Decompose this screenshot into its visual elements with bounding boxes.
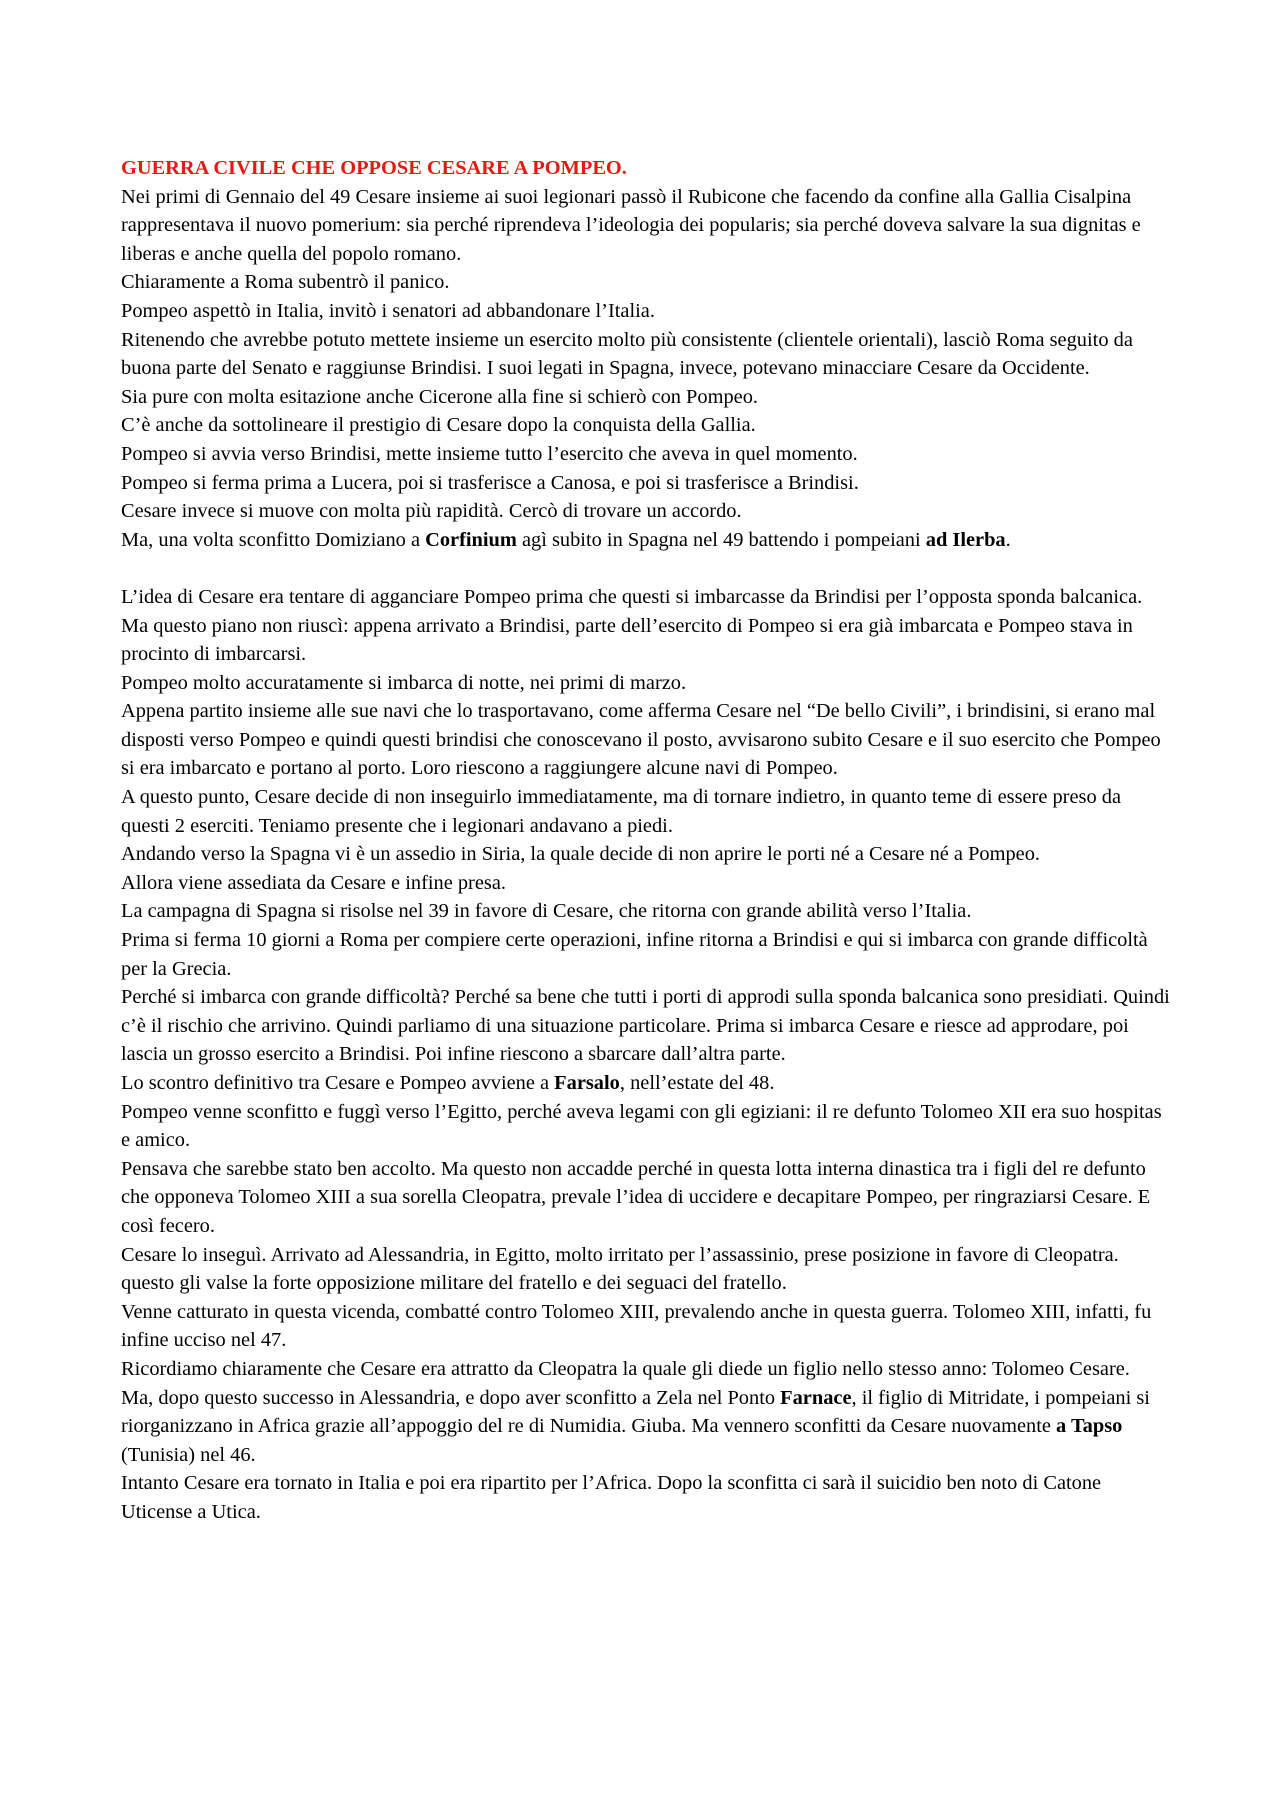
text-run: C’è anche da sottolineare il prestigio di Cesare dopo la conquista della Gallia. — [121, 414, 756, 437]
text-run: questo gli valse la forte opposizione militare del fratello e dei seguaci del fratello. — [121, 1272, 787, 1295]
text-run: Nei primi di Gennaio del 49 Cesare insieme ai suoi legionari passò il Rubicone che facendo da confine alla Gallia Cisalpina rappresentava il nuovo pomerium: sia perché riprendeva l’ideologia dei popularis; sia perché doveva salvare la sua dignitas e liberas e anche quella del popolo romano. — [121, 185, 1141, 265]
bold-term: a Tapso — [1056, 1415, 1123, 1438]
text-run: Prima si ferma 10 giorni a Roma per compiere certe operazioni, infine ritorna a Brindisi e qui si imbarca con grande difficoltà per la Grecia. — [121, 929, 1148, 980]
paragraph — [121, 840, 1171, 869]
text-run: Pompeo aspettò in Italia, invitò i senatori ad abbandonare l’Italia. — [121, 299, 655, 322]
text-run: Ritenendo che avrebbe potuto mettete insieme un esercito molto più consistente (clientele orientali), lasciò Roma seguito da buona parte del Senato e raggiunse Brindisi. I suoi legati in Spagna, invece, potevano minacciare Cesare da Occidente. — [121, 328, 1133, 380]
bold-term: ad Ilerba — [925, 528, 1006, 551]
text-run: Pompeo molto accuratamente si imbarca di notte, nei primi di marzo. — [121, 671, 687, 694]
text-run: Intanto Cesare era tornato in Italia e poi era ripartito per l’Africa. Dopo la sconfitta ci sarà il suicidio ben noto di Catone Uticense a Utica. — [121, 1472, 1102, 1523]
text-run: (Tunisia) nel 46. — [121, 1443, 256, 1466]
document-page — [121, 154, 1171, 1527]
paragraph — [121, 411, 1171, 440]
text-run: Andando verso la Spagna vi è un assedio in Siria, la quale decide di non aprire le porti né a Cesare né a Pompeo. — [121, 843, 1041, 866]
paragraph — [121, 383, 1171, 412]
paragraph — [121, 526, 1171, 555]
paragraph — [121, 1355, 1171, 1384]
text-run: agì subito in Spagna nel 49 battendo i pompeiani — [516, 528, 926, 551]
text-run: A questo punto, Cesare decide di non inseguirlo immediatamente, ma di tornare indietro, in quanto teme di essere preso da questi 2 eserciti. Teniamo presente che i legionari andavano a piedi. — [121, 786, 1121, 837]
paragraph — [121, 783, 1171, 840]
text-run: Ma, dopo questo successo in Alessandria, e dopo aver sconfitto a Zela nel Ponto — [121, 1386, 781, 1409]
text-run: Perché si imbarca con grande difficoltà? Perché sa bene che tutti i porti di approdi sulla sponda balcanica sono presidiati. Quindi c’è il rischio che arrivino. Quindi parliamo di una situazione particolare. Prima si imbarca Cesare e riesce ad approdare, poi lascia un grosso esercito a Brindisi. Poi infine riescono a sbarcare dall’altra parte. — [121, 986, 1170, 1066]
paragraph — [121, 326, 1171, 383]
paragraph — [121, 1155, 1171, 1241]
paragraph — [121, 583, 1171, 669]
paragraph — [121, 1069, 1171, 1098]
paragraph — [121, 869, 1171, 898]
text-run: Chiaramente a Roma subentrò il panico. — [121, 271, 450, 294]
paragraph — [121, 297, 1171, 326]
text-run: L’idea di Cesare era tentare di agganciare Pompeo prima che questi si imbarcasse da Brindisi per l’opposta sponda balcanica. Ma questo piano non riuscì: appena arrivato a Brindisi, parte dell’esercito di Pompeo si era già imbarcata e Pompeo stava in procinto di imbarcarsi. — [121, 585, 1143, 666]
paragraph — [121, 926, 1171, 983]
text-run: Pompeo si avvia verso Brindisi, mette insieme tutto l’esercito che aveva in quel momento. — [121, 442, 858, 465]
text-run: Ricordiamo chiaramente che Cesare era attratto da Cleopatra la quale gli diede un figlio nello stesso anno: Tolomeo Cesare. — [121, 1357, 1130, 1380]
text-run: Cesare lo inseguì. Arrivato ad Alessandria, in Egitto, molto irritato per l’assassinio, prese posizione in favore di Cleopatra. — [121, 1243, 1119, 1266]
text-run: Pompeo venne sconfitto e fuggì verso l’Egitto, perché aveva legami con gli egiziani: il re defunto Tolomeo XII era suo hospitas e amico. — [121, 1100, 1162, 1152]
paragraph — [121, 669, 1171, 698]
text-run: Appena partito insieme alle sue navi che lo trasportavano, come afferma Cesare nel “De bello Civili”, i brindisini, si erano mal disposti verso Pompeo e quindi questi brindisi che conoscevano il posto, avvisarono subito Cesare e il suo esercito che Pompeo si era imbarcato e portano al porto. Loro riescono a raggiungere alcune navi di Pompeo. — [121, 700, 1161, 780]
paragraph — [121, 983, 1171, 1069]
paragraph — [121, 697, 1171, 783]
text-run: Lo scontro definitivo tra Cesare e Pompeo avviene a — [121, 1072, 555, 1094]
paragraph-gap — [121, 554, 1171, 583]
paragraph — [121, 1098, 1171, 1155]
bold-term: Corfinium — [425, 528, 517, 551]
text-run: Cesare invece si muove con molta più rapidità. Cercò di trovare un accordo. — [121, 500, 742, 523]
text-run: Ma, una volta sconfitto Domiziano a — [121, 528, 426, 551]
document-title: GUERRA CIVILE CHE OPPOSE CESARE A POMPEO. — [121, 157, 627, 179]
paragraph — [121, 440, 1171, 469]
text-run: . — [1005, 528, 1011, 551]
paragraph — [121, 1384, 1171, 1470]
paragraph — [121, 268, 1171, 297]
text-run: , il figlio di Mitridate, i pompeiani si riorganizzano in Africa grazie all’appoggio del re di Numidia. Giuba. Ma vennero sconfitti da Cesare nuovamente — [121, 1386, 1150, 1438]
paragraph — [121, 1298, 1171, 1355]
paragraph — [121, 469, 1171, 498]
paragraph — [121, 497, 1171, 526]
text-run: Sia pure con molta esitazione anche Cicerone alla fine si schierò con Pompeo. — [121, 385, 758, 408]
paragraph — [121, 1241, 1171, 1270]
section-two — [121, 583, 1171, 1527]
bold-term: Farsalo — [554, 1072, 620, 1094]
paragraph — [121, 1469, 1171, 1526]
text-run: Pensava che sarebbe stato ben accolto. Ma questo non accadde perché in questa lotta interna dinastica tra i figli del re defunto che opponeva Tolomeo XIII a sua sorella Cleopatra, prevale l’idea di uccidere e decapitare Pompeo, per ringraziarsi Cesare. E così fecero. — [121, 1157, 1151, 1237]
text-run: Venne catturato in questa vicenda, combatté contro Tolomeo XIII, prevalendo anche in questa guerra. Tolomeo XIII, infatti, fu infine ucciso nel 47. — [121, 1300, 1152, 1352]
text-run: Allora viene assediata da Cesare e infine presa. — [121, 871, 506, 894]
text-run: La campagna di Spagna si risolse nel 39 in favore di Cesare, che ritorna con grande abilità verso l’Italia. — [121, 900, 972, 923]
text-run: , nell’estate del 48. — [619, 1072, 775, 1094]
bold-term: Farnace — [780, 1386, 852, 1409]
paragraph — [121, 897, 1171, 926]
paragraph — [121, 183, 1171, 269]
paragraph — [121, 1269, 1171, 1298]
text-run: Pompeo si ferma prima a Lucera, poi si trasferisce a Canosa, e poi si trasferisce a Brindisi. — [121, 471, 859, 494]
section-one — [121, 183, 1171, 555]
